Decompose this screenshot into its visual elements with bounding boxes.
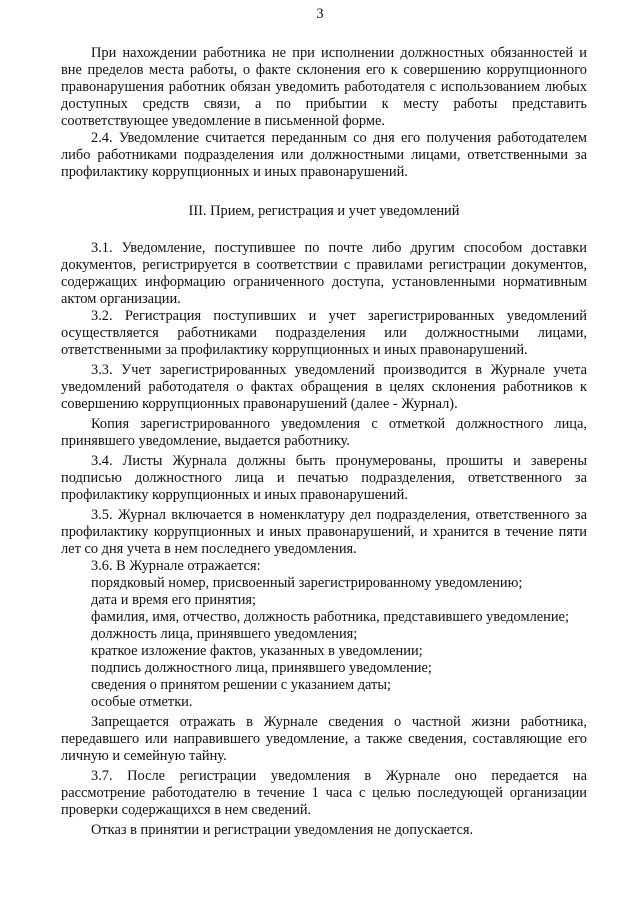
paragraph-prohibition: Запрещается отражать в Журнале сведения о частной жизни работника, передавшего или направившего уведомление, а также сведения, составляющие его личную и семейную тайну. (61, 714, 587, 764)
list-item: сведения о принятом решении с указанием даты; (91, 677, 392, 693)
list-item: фамилия, имя, отчество, должность работника, представившего уведомление; (91, 609, 569, 625)
paragraph-refusal: Отказ в принятии и регистрации уведомления не допускается. (91, 822, 474, 838)
list-item: краткое изложение фактов, указанных в уведомлении; (91, 643, 423, 659)
paragraph-3-7: 3.7. После регистрации уведомления в Журнале оно передается на рассмотрение работодателю в течение 1 часа с целью последующей организации проверки содержащихся в нем сведений. (61, 768, 587, 818)
paragraph-3-2: 3.2. Регистрация поступивших и учет зарегистрированных уведомлений осуществляется работниками подразделения или должностными лицами, ответственными за профилактику коррупционных и иных правонарушений. (61, 308, 587, 358)
list-item: особые отметки. (91, 694, 193, 710)
journal-list (61, 575, 587, 711)
paragraph-3-5: 3.5. Журнал включается в номенклатуру дел подразделения, ответственного за профилактику коррупционных и иных правонарушений, и хранится в течение пяти лет со дня учета в нем последнего уведомления. (61, 507, 587, 557)
paragraph-work-outside: При нахождении работника не при исполнении должностных обязанностей и вне пределов места работы, о факте склонения его к совершению коррупционного правонарушения работник обязан уведомить работодателя с использованием любых доступных средств связи, а по прибытии к месту работы представить соответствующее уведомление в письменной форме. (61, 45, 587, 129)
page-number: 3 (316, 6, 324, 22)
paragraph-3-6: 3.6. В Журнале отражается: (91, 558, 261, 574)
paragraph-2-4: 2.4. Уведомление считается переданным со дня его получения работодателем либо работниками подразделения или должностными лицами, ответственными за профилактику коррупционных и иных правонарушений. (61, 130, 587, 180)
list-item: подпись должностного лица, принявшего уведомление; (91, 660, 432, 676)
document-body (61, 45, 587, 839)
list-item: должность лица, принявшего уведомления; (91, 626, 358, 642)
paragraph-copy: Копия зарегистрированного уведомления с отметкой должностного лица, принявшего уведомление, выдается работнику. (61, 416, 587, 449)
list-item: дата и время его принятия; (91, 592, 257, 608)
paragraph-3-4: 3.4. Листы Журнала должны быть пронумерованы, прошиты и заверены подписью должностного лица и печатью подразделения, ответственного за профилактику коррупционных и иных правонарушений. (61, 453, 587, 503)
list-item: порядковый номер, присвоенный зарегистрированному уведомлению; (91, 575, 523, 591)
paragraph-3-1: 3.1. Уведомление, поступившее по почте либо другим способом доставки документов, регистрируется в соответствии с правилами регистрации документов, содержащих информацию ограниченного доступа, установленными нормативным актом организации. (61, 240, 587, 307)
section-heading: III. Прием, регистрация и учет уведомлений (188, 203, 460, 219)
paragraph-3-3: 3.3. Учет зарегистрированных уведомлений производится в Журнале учета уведомлений работодателя о фактах обращения в целях склонения работников к совершению коррупционных правонарушений (далее - Журнал). (61, 362, 587, 412)
